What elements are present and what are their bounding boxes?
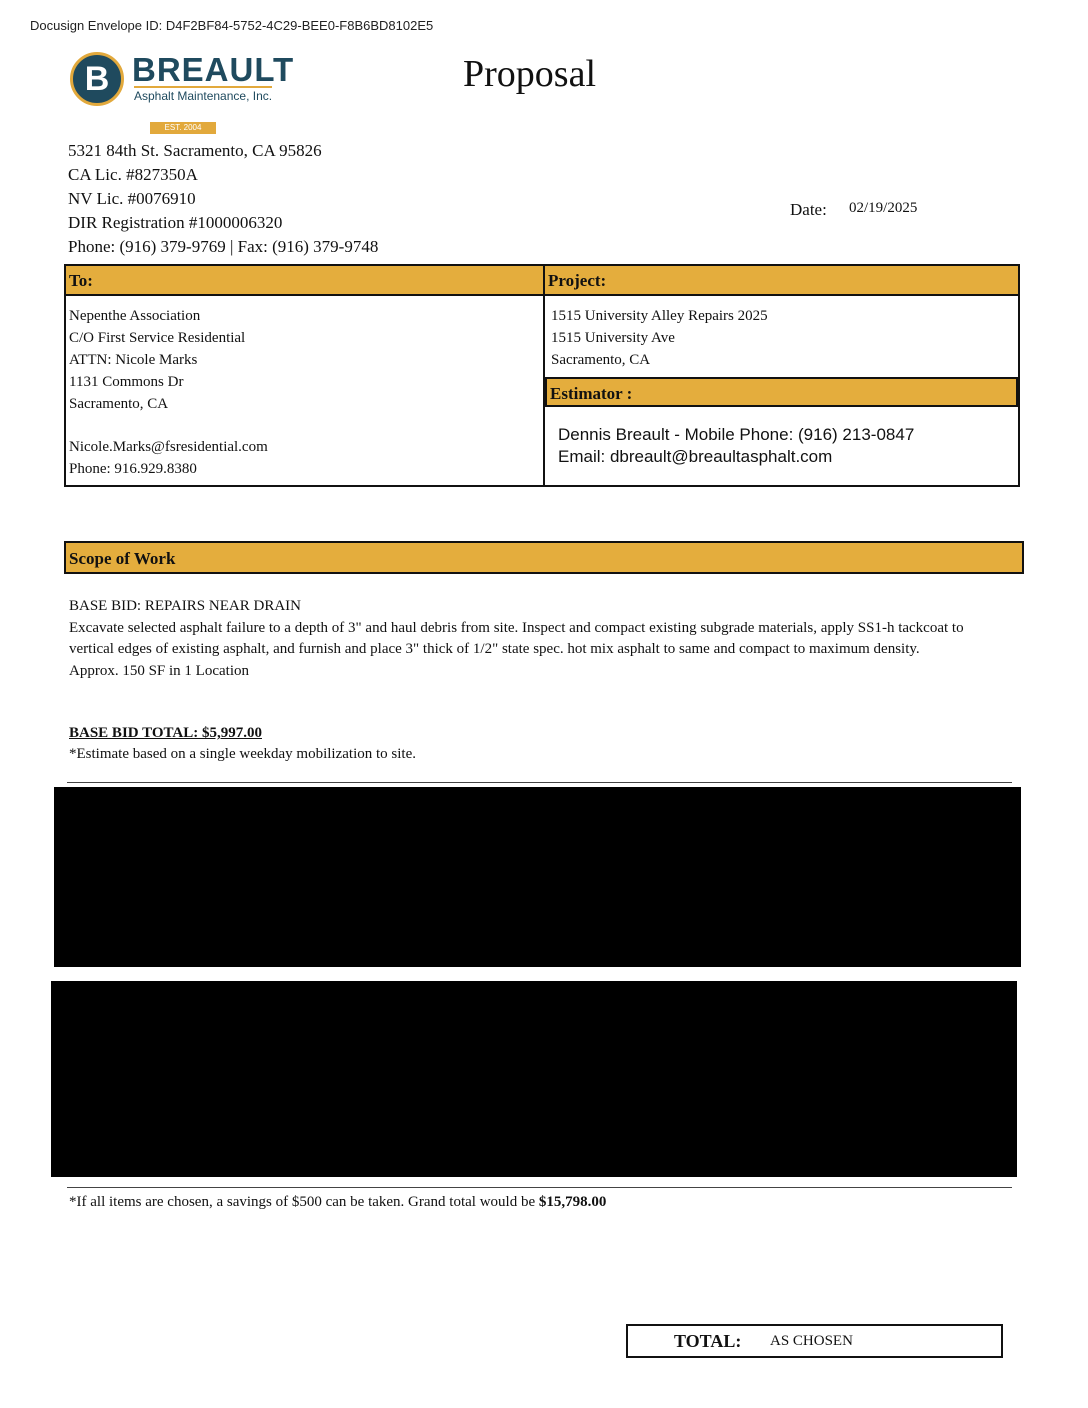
nv-license: NV Lic. #0076910	[68, 189, 196, 208]
to-line: Sacramento, CA	[69, 396, 169, 412]
estimator-email: Email: dbreault@breaultasphalt.com	[558, 447, 833, 466]
to-header: To:	[64, 264, 545, 296]
scope-body	[69, 596, 1004, 682]
divider	[67, 782, 1012, 783]
redacted-block	[51, 981, 1017, 1177]
scope-description: Excavate selected asphalt failure to a depth of 3" and haul debris from site. Inspect and compact existing subgrade materials, apply SS1-h tackcoat to vertical edges of existing asphalt, and furnish and place 3" thick of 1/2" state spec. hot mix asphalt to same and compact to maximum density.	[69, 619, 964, 657]
estimator-phone: Dennis Breault - Mobile Phone: (916) 213-0847	[558, 425, 915, 444]
to-line: 1131 Commons Dr	[69, 374, 184, 390]
to-email: Nicole.Marks@fsresidential.com	[69, 439, 268, 455]
logo-emblem: B	[70, 52, 124, 106]
divider	[67, 1187, 1012, 1188]
to-line: ATTN: Nicole Marks	[69, 352, 198, 368]
ca-license: CA Lic. #827350A	[68, 165, 198, 184]
company-address: 5321 84th St. Sacramento, CA 95826	[68, 141, 322, 160]
project-header: Project:	[543, 264, 1020, 296]
to-line: C/O First Service Residential	[69, 330, 246, 346]
envelope-id: Docusign Envelope ID: D4F2BF84-5752-4C29-BEE0-F8B6BD8102E5	[30, 18, 434, 33]
base-bid-total: BASE BID TOTAL: $5,997.00	[69, 725, 262, 741]
to-phone: Phone: 916.929.8380	[69, 461, 197, 477]
base-bid-title: BASE BID: REPAIRS NEAR DRAIN	[69, 598, 301, 614]
project-line: 1515 University Alley Repairs 2025	[551, 308, 768, 324]
savings-text: *If all items are chosen, a savings of $500 can be taken. Grand total would be	[69, 1194, 539, 1210]
project-details	[551, 305, 768, 371]
project-line: 1515 University Ave	[551, 330, 675, 346]
scope-header: Scope of Work	[64, 541, 1024, 574]
total-label: TOTAL:	[674, 1331, 742, 1351]
estimate-note: *Estimate based on a single weekday mobilization to site.	[69, 746, 416, 762]
dir-registration: DIR Registration #1000006320	[68, 213, 283, 232]
to-contact	[69, 436, 268, 480]
document-title: Proposal	[463, 53, 596, 95]
grand-total-amount: $15,798.00	[538, 1194, 607, 1210]
savings-note	[69, 1194, 606, 1211]
company-logo	[68, 50, 308, 136]
to-line: Nepenthe Association	[69, 308, 201, 324]
scope-quantity: Approx. 150 SF in 1 Location	[69, 662, 249, 679]
date-value: 02/19/2025	[849, 200, 918, 216]
logo-established: EST. 2004	[150, 122, 216, 134]
total-value: AS CHOSEN	[770, 1333, 853, 1349]
redacted-block	[54, 787, 1021, 967]
project-line: Sacramento, CA	[551, 352, 651, 368]
estimator-details	[558, 424, 914, 468]
company-phone: Phone: (916) 379-9769 | Fax: (916) 379-9748	[68, 237, 379, 256]
to-address	[69, 305, 245, 415]
date-label: Date:	[790, 200, 827, 219]
company-info	[68, 139, 378, 259]
logo-name: BREAULT	[132, 51, 295, 88]
estimator-header: Estimator :	[545, 377, 1018, 407]
logo-subtitle: Asphalt Maintenance, Inc.	[134, 86, 272, 103]
